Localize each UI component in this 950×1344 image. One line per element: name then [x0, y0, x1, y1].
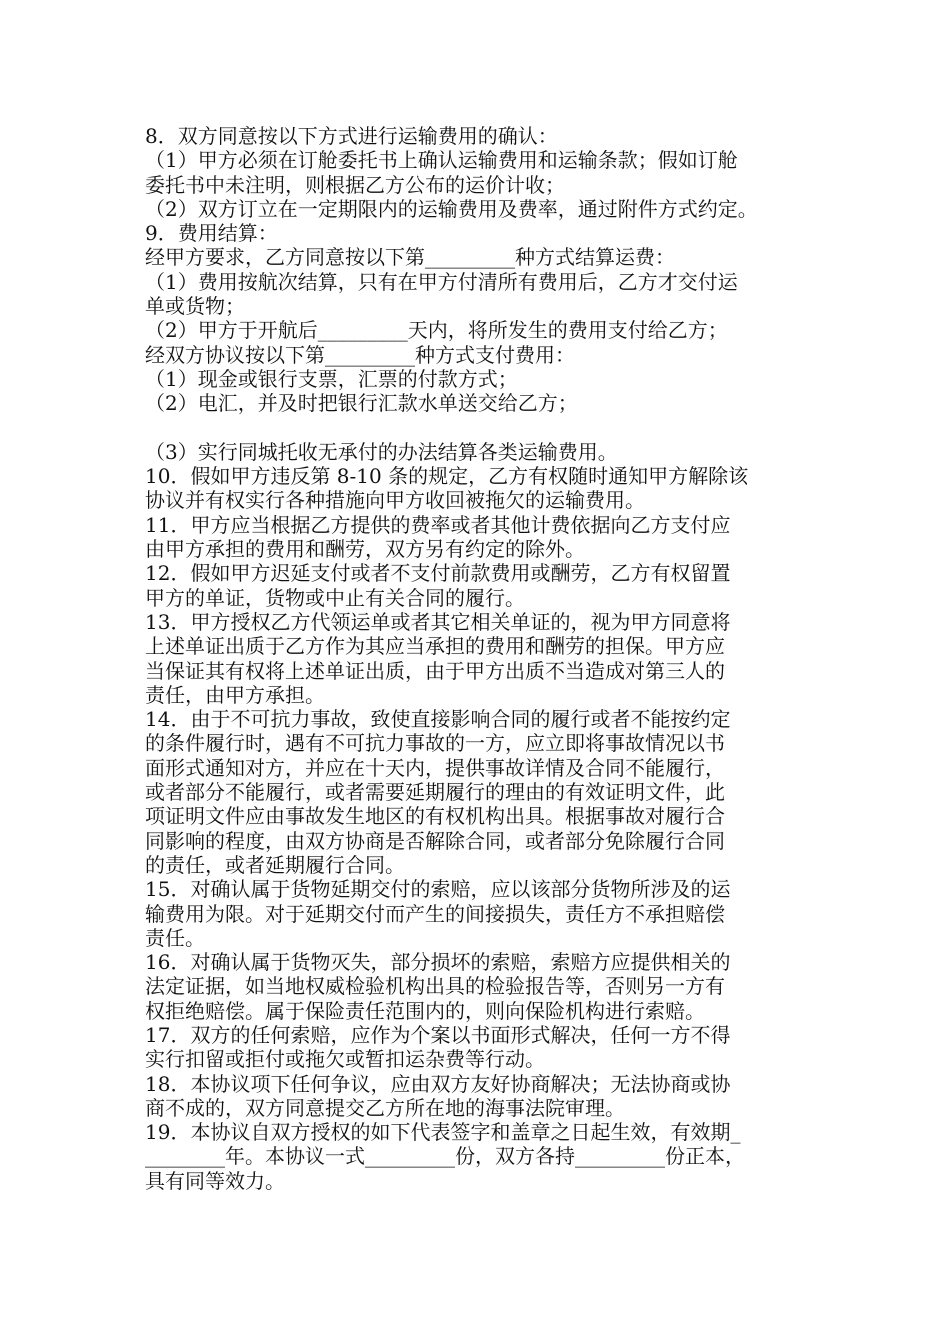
text-line: 委托书中未注明，则根据乙方公布的运价计收；	[145, 172, 565, 197]
blank-line	[145, 416, 815, 440]
text-line: 13．甲方授权乙方代领运单或者其它相关单证的，视为甲方同意将	[145, 609, 731, 634]
text-line: 9．费用结算：	[145, 221, 278, 246]
text-line: 19．本协议自双方授权的如下代表签字和盖章之日起生效，有效期_	[145, 1120, 741, 1145]
text-line: 10．假如甲方违反第 8-10 条的规定，乙方有权随时通知甲方解除该	[145, 464, 749, 489]
text-line: （2）电汇，并及时把银行汇款水单送交给乙方；	[145, 391, 578, 416]
text-line: 商不成的，双方同意提交乙方所在地的海事法院审理。	[145, 1095, 625, 1120]
text-line: 责任，由甲方承担。	[145, 682, 325, 707]
text-line: 单或货物；	[145, 294, 245, 319]
document-page	[145, 124, 815, 1193]
text-line: 面形式通知对方，并应在十天内，提供事故详情及合同不能履行，	[145, 755, 725, 780]
text-line: 经甲方要求，乙方同意按以下第_________种方式结算运费：	[145, 245, 675, 270]
text-line: 18．本协议项下任何争议，应由双方友好协商解决；无法协商或协	[145, 1071, 731, 1096]
text-line: （2）双方订立在一定期限内的运输费用及费率，通过附件方式约定。	[145, 196, 758, 221]
text-line: （1）费用按航次结算，只有在甲方付清所有费用后，乙方才交付运	[145, 269, 738, 294]
text-line: 15．对确认属于货物延期交付的索赔，应以该部分货物所涉及的运	[145, 877, 731, 902]
text-line: 由甲方承担的费用和酬劳，双方另有约定的除外。	[145, 537, 585, 562]
text-line: 甲方的单证，货物或中止有关合同的履行。	[145, 585, 525, 610]
text-line: 的责任，或者延期履行合同。	[145, 852, 405, 877]
text-line: （2）甲方于开航后_________天内，将所发生的费用支付给乙方；	[145, 318, 728, 343]
text-line: 的条件履行时，遇有不可抗力事故的一方，应立即将事故情况以书	[145, 731, 725, 756]
text-line: （1）甲方必须在订舱委托书上确认运输费用和运输条款；假如订舱	[145, 148, 738, 173]
text-line: 同影响的程度，由双方协商是否解除合同，或者部分免除履行合同	[145, 828, 725, 853]
text-line: 项证明文件应由事故发生地区的有权机构出具。根据事故对履行合	[145, 804, 725, 829]
text-line: （3）实行同城托收无承付的办法结算各类运输费用。	[145, 439, 618, 464]
text-line: 上述单证出质于乙方作为其应当承担的费用和酬劳的担保。甲方应	[145, 634, 725, 659]
text-line: 经双方协议按以下第_________种方式支付费用：	[145, 342, 575, 367]
text-line: 输费用为限。对于延期交付而产生的间接损失，责任方不承担赔偿	[145, 901, 725, 926]
text-line: 责任。	[145, 925, 205, 950]
text-line: 11．甲方应当根据乙方提供的费率或者其他计费依据向乙方支付应	[145, 512, 731, 537]
text-line: 14．由于不可抗力事故，致使直接影响合同的履行或者不能按约定	[145, 707, 731, 732]
text-line: 具有同等效力。	[145, 1168, 285, 1193]
text-line: 协议并有权实行各种措施向甲方收回被拖欠的运输费用。	[145, 488, 645, 513]
text-line: （1）现金或银行支票，汇票的付款方式；	[145, 366, 518, 391]
text-line: 16．对确认属于货物灭失，部分损坏的索赔，索赔方应提供相关的	[145, 950, 731, 975]
text-line: 法定证据，如当地权威检验机构出具的检验报告等，否则另一方有	[145, 974, 725, 999]
text-line: 权拒绝赔偿。属于保险责任范围内的，则向保险机构进行索赔。	[145, 998, 705, 1023]
text-line: 实行扣留或拒付或拖欠或暂扣运杂费等行动。	[145, 1047, 545, 1072]
text-line: 8．双方同意按以下方式进行运输费用的确认：	[145, 124, 558, 148]
text-line: 当保证其有权将上述单证出质，由于甲方出质不当造成对第三人的	[145, 658, 725, 683]
text-line: 或者部分不能履行，或者需要延期履行的理由的有效证明文件，此	[145, 780, 725, 805]
text-line: 17．双方的任何索赔，应作为个案以书面形式解决，任何一方不得	[145, 1022, 731, 1047]
text-line: ________年。本协议一式_________份，双方各持_________份正本，	[145, 1144, 745, 1169]
text-line: 12．假如甲方迟延支付或者不支付前款费用或酬劳，乙方有权留置	[145, 561, 731, 586]
